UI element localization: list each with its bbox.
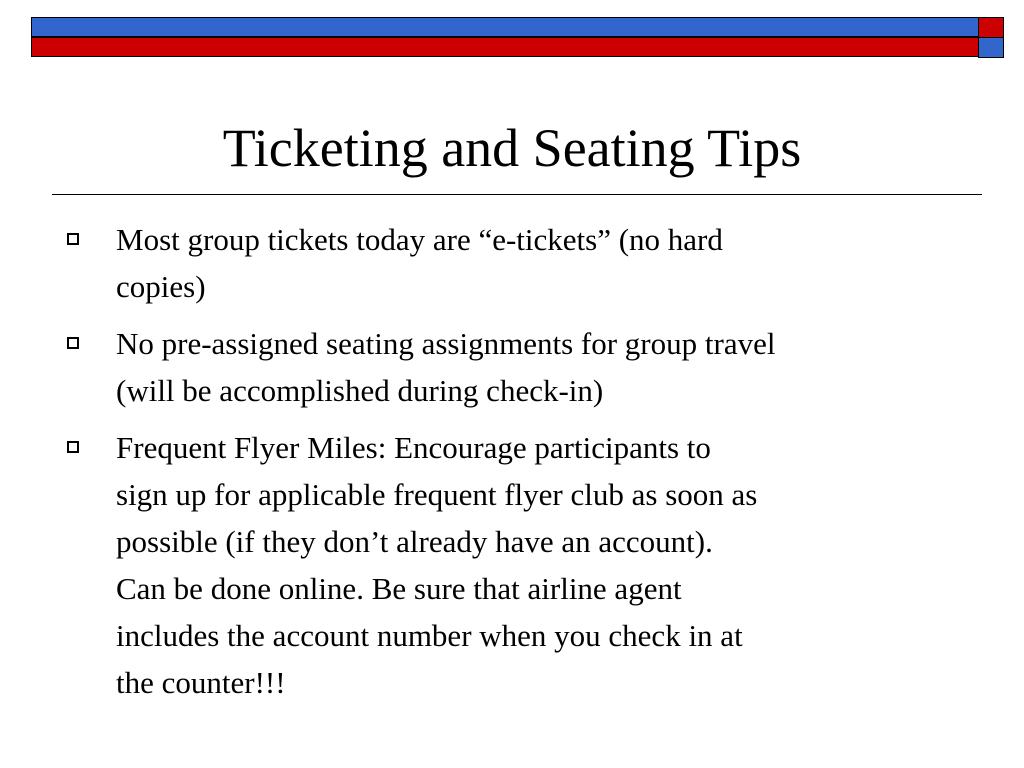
hollow-square-bullet-icon bbox=[67, 233, 79, 245]
bullet-text: Most group tickets today are “e-tickets” (no hard copies) bbox=[116, 222, 723, 304]
hollow-square-bullet-icon bbox=[67, 441, 79, 453]
bullet-text: No pre-assigned seating assignments for group travel (will be accomplished during check-in) bbox=[116, 326, 776, 408]
slide-title: Ticketing and Seating Tips bbox=[222, 118, 802, 178]
banner-red-stripe bbox=[31, 37, 979, 57]
bullet-text: Frequent Flyer Miles: Encourage participants to sign up for applicable frequent flyer club as soon as possible (if they don’t already have an account). Can be done online. Be sure that airline agent includes the account number when you check in at the counter!!! bbox=[116, 430, 758, 700]
banner-blue-stripe bbox=[31, 17, 979, 37]
header-banner bbox=[31, 17, 1004, 58]
banner-red-square bbox=[978, 17, 1004, 38]
banner-blue-square bbox=[978, 37, 1004, 58]
title-divider bbox=[52, 194, 982, 195]
hollow-square-bullet-icon bbox=[67, 337, 79, 349]
